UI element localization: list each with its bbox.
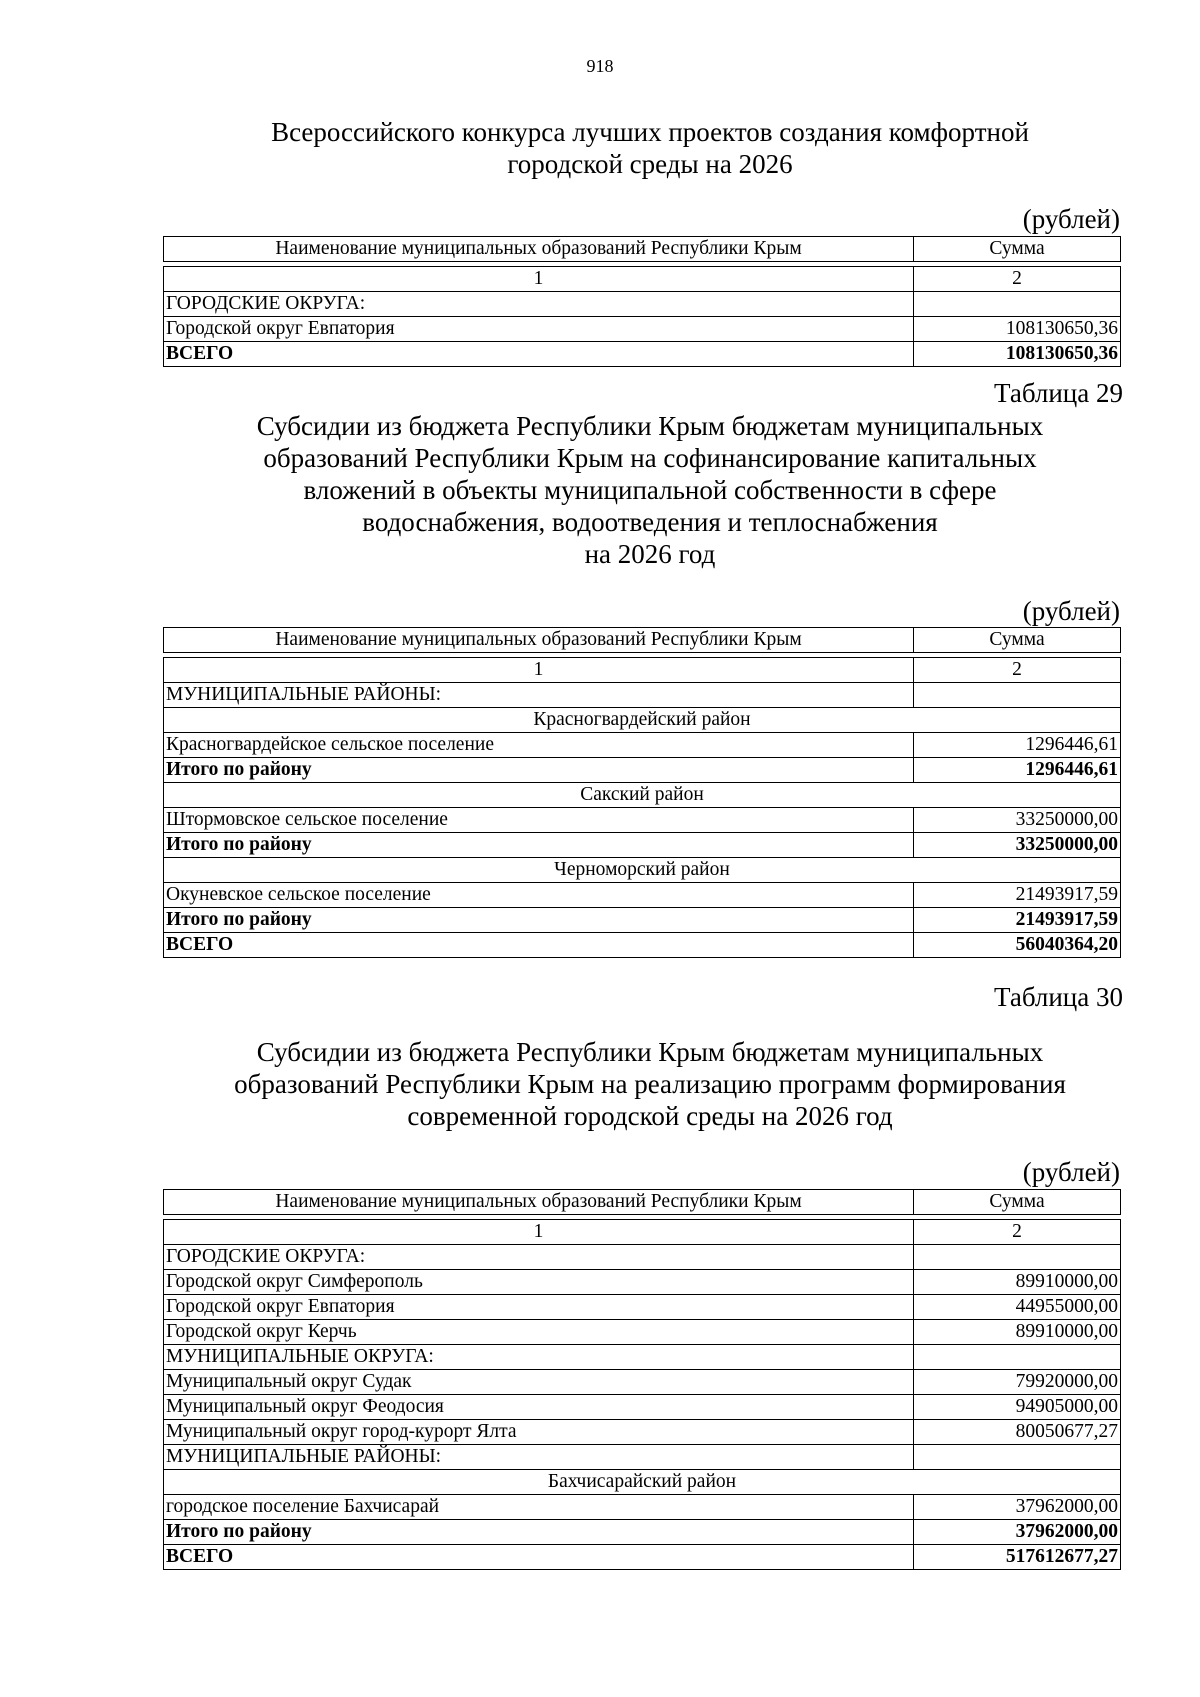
table-29 [163,627,1121,958]
district-row [164,708,1121,733]
row-value: 37962000,00 [914,1495,1121,1520]
section-row [164,1345,1121,1370]
row-value: 33250000,00 [914,833,1121,858]
title-line: водоснабжения, водоотведения и теплоснабжения [362,507,938,537]
section-row [164,1245,1121,1270]
section-row [164,292,1121,317]
row-value: 44955000,00 [914,1295,1121,1320]
total-row [164,1520,1121,1545]
total-row [164,758,1121,783]
row-value [914,1345,1121,1370]
district-name: Красногвардейский район [164,708,1121,733]
row-name: Городской округ Евпатория [164,1295,914,1320]
title-line: вложений в объекты муниципальной собственности в сфере [303,475,997,505]
row-name: ГОРОДСКИЕ ОКРУГА: [164,292,914,317]
table-30-label: Таблица 30 [994,982,1123,1012]
table-row [164,1270,1121,1295]
table-row [164,317,1121,342]
row-value: 1296446,61 [914,733,1121,758]
district-name: Черноморский район [164,858,1121,883]
row-name: Красногвардейское сельское поселение [164,733,914,758]
table-row [164,1295,1121,1320]
row-name: ВСЕГО [164,933,914,958]
row-name: МУНИЦИПАЛЬНЫЕ ОКРУГА: [164,1345,914,1370]
col-header-sum: Сумма [914,1190,1121,1215]
section-row [164,1445,1121,1470]
row-name: Штормовское сельское поселение [164,808,914,833]
table-row [164,808,1121,833]
district-row [164,858,1121,883]
row-value: 89910000,00 [914,1320,1121,1345]
row-value: 21493917,59 [914,883,1121,908]
row-value: 79920000,00 [914,1370,1121,1395]
total-row [164,342,1121,367]
table-header-row [164,628,1121,653]
row-name: Муниципальный округ Судак [164,1370,914,1395]
row-name: Итого по району [164,833,914,858]
table-row [164,1370,1121,1395]
col-header-name: Наименование муниципальных образований Республики Крым [164,237,914,262]
table-row [164,883,1121,908]
row-value: 21493917,59 [914,908,1121,933]
col-header-name: Наименование муниципальных образований Республики Крым [164,628,914,653]
row-value: 33250000,00 [914,808,1121,833]
col-number-row [164,1220,1121,1245]
row-value: 1296446,61 [914,758,1121,783]
district-name: Сакский район [164,783,1121,808]
table-header-row [164,1190,1121,1215]
row-name: Муниципальный округ Феодосия [164,1395,914,1420]
units-label: (рублей) [1022,1157,1120,1187]
section-row [164,683,1121,708]
page-number: 918 [586,56,614,76]
row-name: Итого по району [164,908,914,933]
row-name: МУНИЦИПАЛЬНЫЕ РАЙОНЫ: [164,683,914,708]
row-name: ВСЕГО [164,1545,914,1570]
title-line: современной городской среды на 2026 год [407,1101,893,1131]
row-name: Муниципальный округ город-курорт Ялта [164,1420,914,1445]
row-name: ГОРОДСКИЕ ОКРУГА: [164,1245,914,1270]
row-value [914,292,1121,317]
title-line: образований Республики Крым на софинансирование капитальных [263,443,1037,473]
title-line: на 2026 год [584,539,716,569]
row-name: МУНИЦИПАЛЬНЫЕ РАЙОНЫ: [164,1445,914,1470]
district-row [164,1470,1121,1495]
row-value: 108130650,36 [914,317,1121,342]
col-number-1: 1 [164,267,914,292]
row-value: 108130650,36 [914,342,1121,367]
table-row [164,733,1121,758]
row-name: городское поселение Бахчисарай [164,1495,914,1520]
units-label: (рублей) [1022,204,1120,234]
row-value [914,1245,1121,1270]
title-line: образований Республики Крым на реализацию программ формирования [234,1069,1066,1099]
table-header-row [164,237,1121,262]
row-value: 94905000,00 [914,1395,1121,1420]
total-row [164,933,1121,958]
table-row [164,1320,1121,1345]
table-row [164,1420,1121,1445]
col-number-row [164,267,1121,292]
table-30 [163,1189,1121,1570]
row-value: 80050677,27 [914,1420,1121,1445]
table-29-label: Таблица 29 [994,378,1123,408]
total-row [164,1545,1121,1570]
row-value: 56040364,20 [914,933,1121,958]
col-number-2: 2 [914,1220,1121,1245]
section3-title [160,1036,1140,1132]
table-row [164,1495,1121,1520]
row-name: Городской округ Симферополь [164,1270,914,1295]
total-row [164,833,1121,858]
table-section1 [163,236,1121,367]
table-row [164,1395,1121,1420]
title-line: городской среды на 2026 [507,149,793,179]
col-header-sum: Сумма [914,628,1121,653]
units-label: (рублей) [1022,596,1120,626]
title-line: Субсидии из бюджета Республики Крым бюджетам муниципальных [256,411,1044,441]
row-name: Городской округ Керчь [164,1320,914,1345]
col-number-1: 1 [164,1220,914,1245]
row-value: 37962000,00 [914,1520,1121,1545]
row-value [914,683,1121,708]
col-header-name: Наименование муниципальных образований Республики Крым [164,1190,914,1215]
col-number-row [164,658,1121,683]
section2-title [160,410,1140,570]
col-header-sum: Сумма [914,237,1121,262]
row-value: 89910000,00 [914,1270,1121,1295]
section1-title [160,116,1140,180]
col-number-1: 1 [164,658,914,683]
row-value [914,1445,1121,1470]
row-value: 517612677,27 [914,1545,1121,1570]
row-name: ВСЕГО [164,342,914,367]
row-name: Итого по району [164,1520,914,1545]
col-number-2: 2 [914,267,1121,292]
title-line: Субсидии из бюджета Республики Крым бюджетам муниципальных [256,1037,1044,1067]
district-name: Бахчисарайский район [164,1470,1121,1495]
title-line: Всероссийского конкурса лучших проектов создания комфортной [271,117,1029,147]
row-name: Окуневское сельское поселение [164,883,914,908]
row-name: Итого по району [164,758,914,783]
district-row [164,783,1121,808]
col-number-2: 2 [914,658,1121,683]
row-name: Городской округ Евпатория [164,317,914,342]
total-row [164,908,1121,933]
